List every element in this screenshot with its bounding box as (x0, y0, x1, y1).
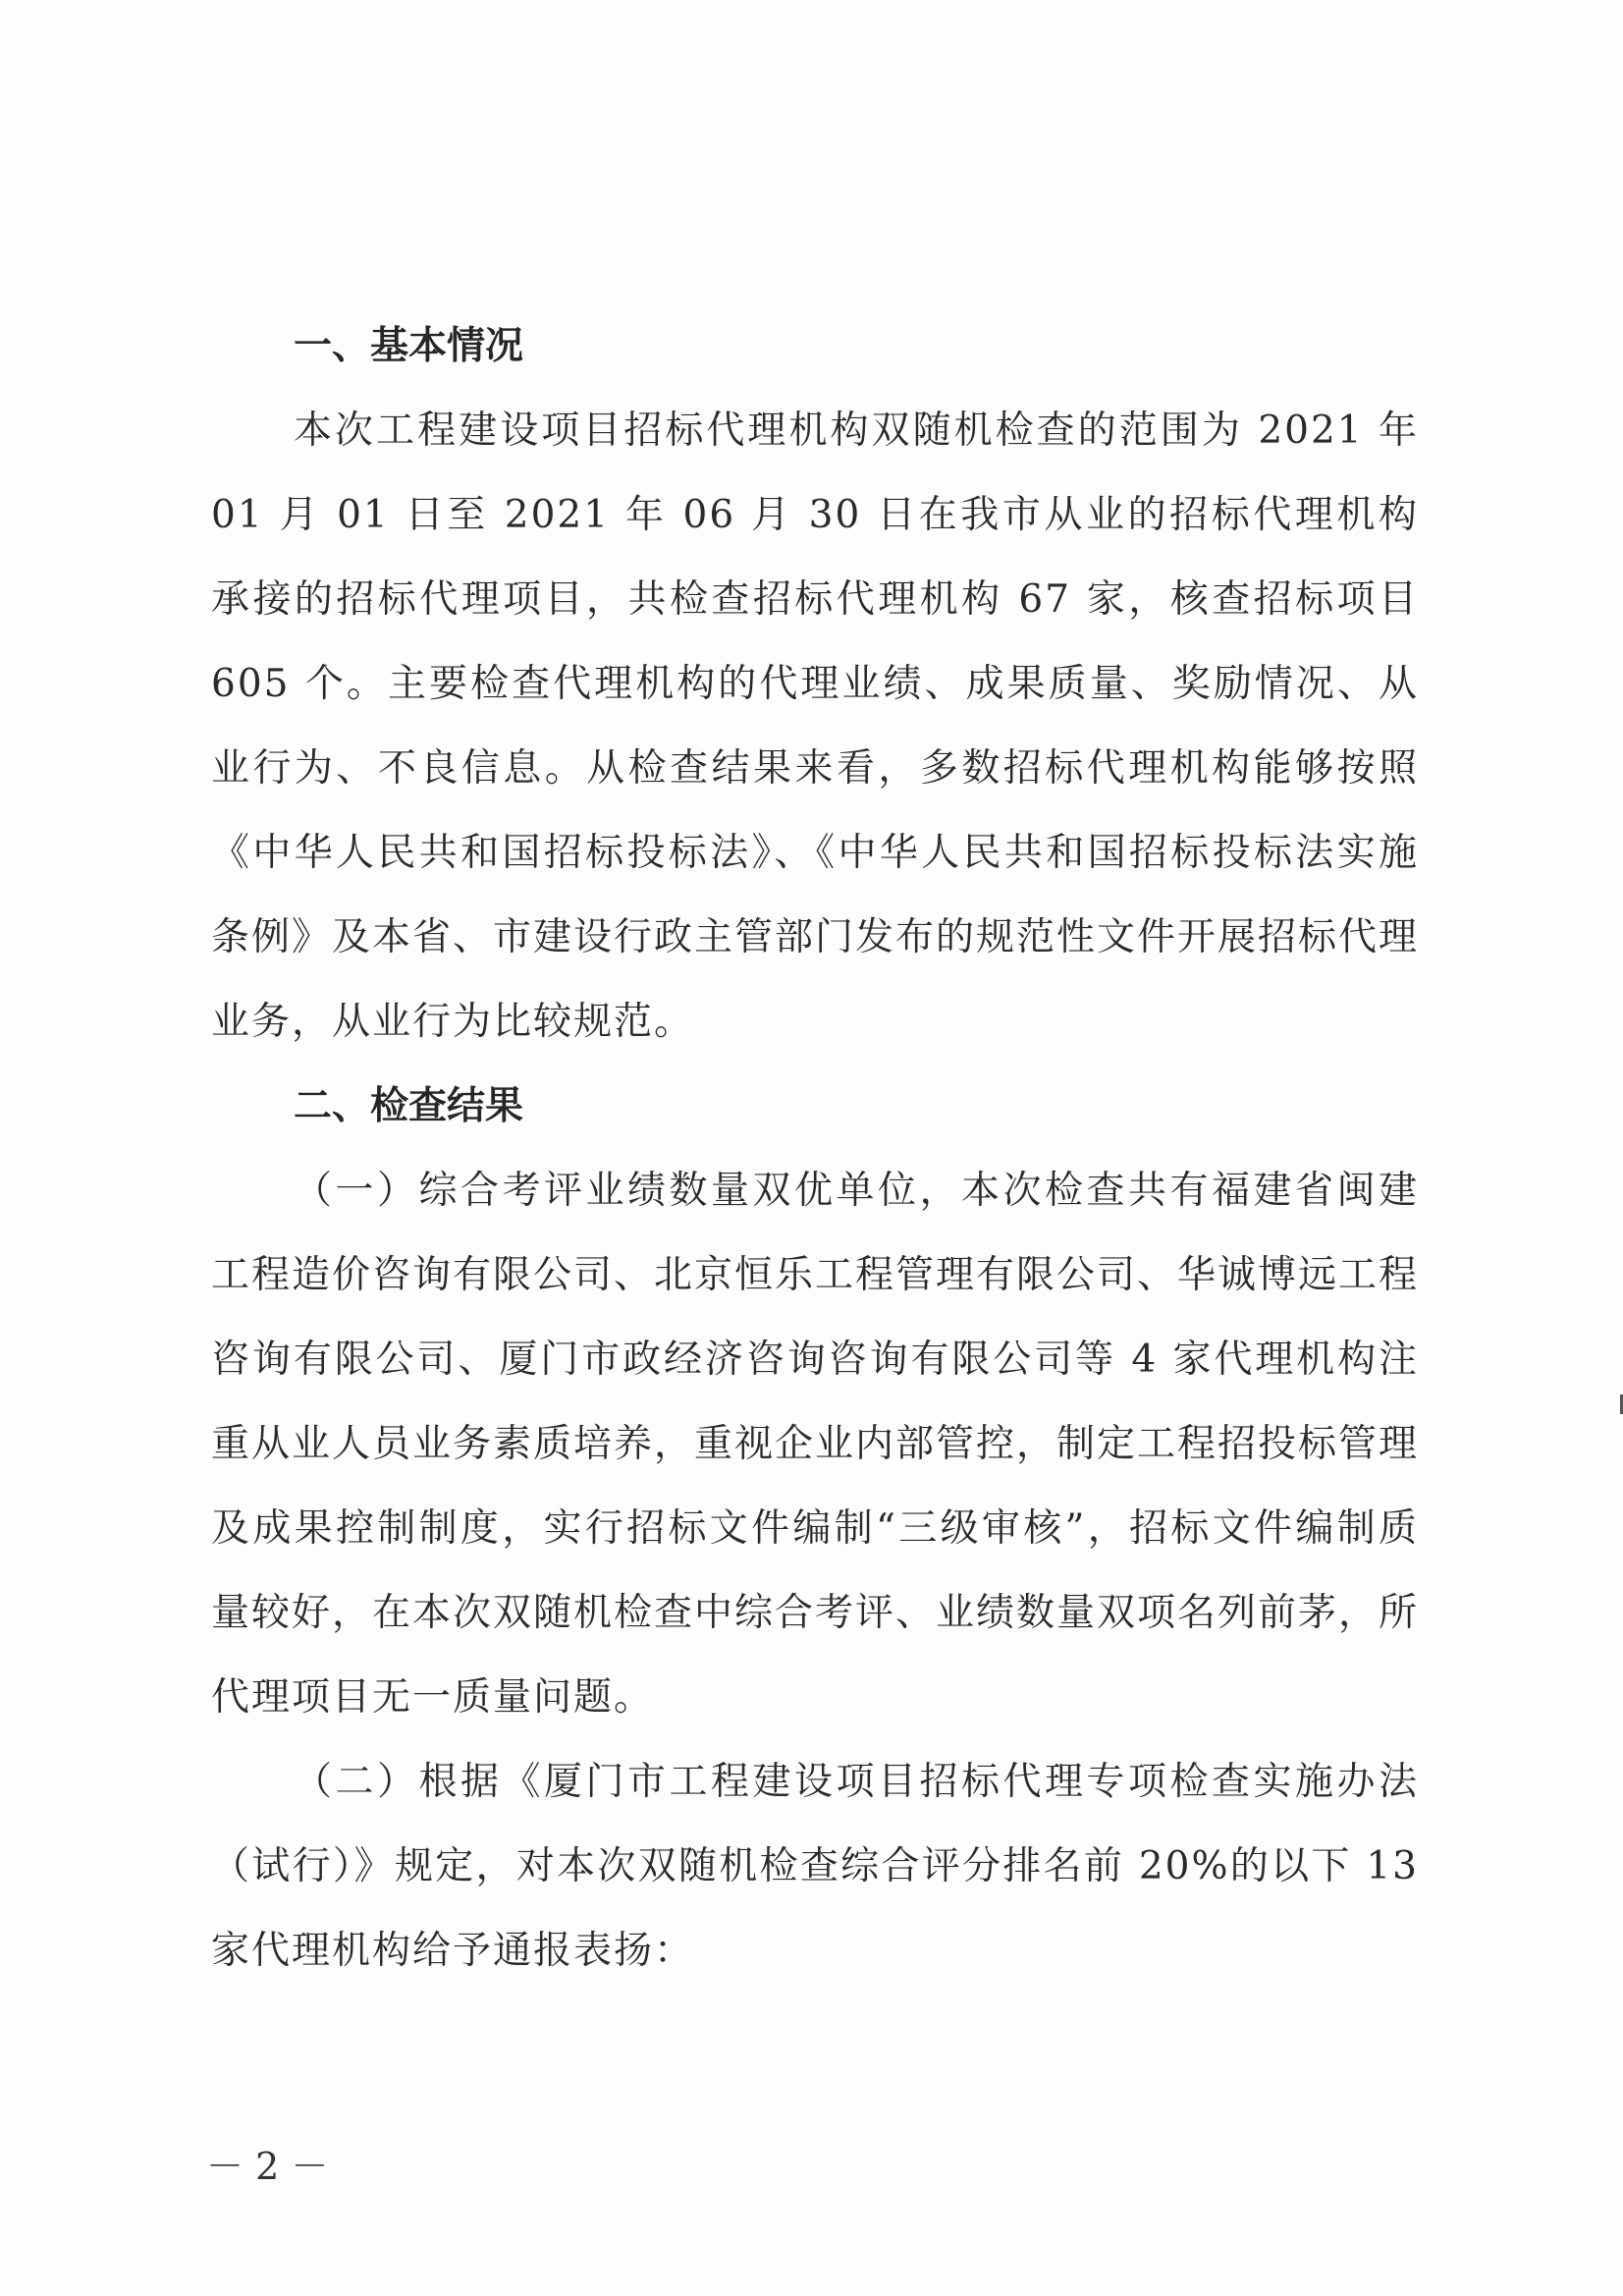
paragraph-basic-situation: 本次工程建设项目招标代理机构双随机检查的范围为 2021 年 01 月 01 日至 2021 年 06 月 30 日在我市从业的招标代理机构承接的招标代理项目，共检查招标代理机构 67 家，核查招标项目 605 个。主要检查代理机构的代理业绩、成果质量、奖励情况、从业行为、不良信息。从检查结果来看，多数招标代理机构能够按照《中华人民共和国招标投标法》、《中华人民共和国招标投标法实施条例》及本省、市建设行政主管部门发布的规范性文件开展招标代理业务，从业行为比较规范。 (211, 409, 1420, 1044)
section-heading-basic-situation: 一、基本情况 (294, 324, 524, 368)
paragraph-result-2: （二）根据《厦门市工程建设项目招标代理专项检查实施办法（试行）》规定，对本次双随机检查综合评分排名前 20%的以下 13 家代理机构给予通报表扬： (211, 1760, 1419, 1973)
document-body (211, 304, 1419, 1994)
page-number: － 2 － (206, 2145, 329, 2188)
section-heading-inspection-results: 二、检查结果 (294, 1084, 524, 1128)
paragraph-result-1: （一）综合考评业绩数量双优单位，本次检查共有福建省闽建工程造价咨询有限公司、北京恒乐工程管理有限公司、华诚博远工程咨询有限公司、厦门市政经济咨询咨询有限公司等 4 家代理机构注重从业人员业务素质培养，重视企业内部管控，制定工程招投标管理及成果控制制度，实行招标文件编制“三级审核”，招标文件编制质量较好，在本次双随机检查中综合考评、业绩数量双项名列前茅，所代理项目无一质量问题。 (211, 1169, 1420, 1720)
